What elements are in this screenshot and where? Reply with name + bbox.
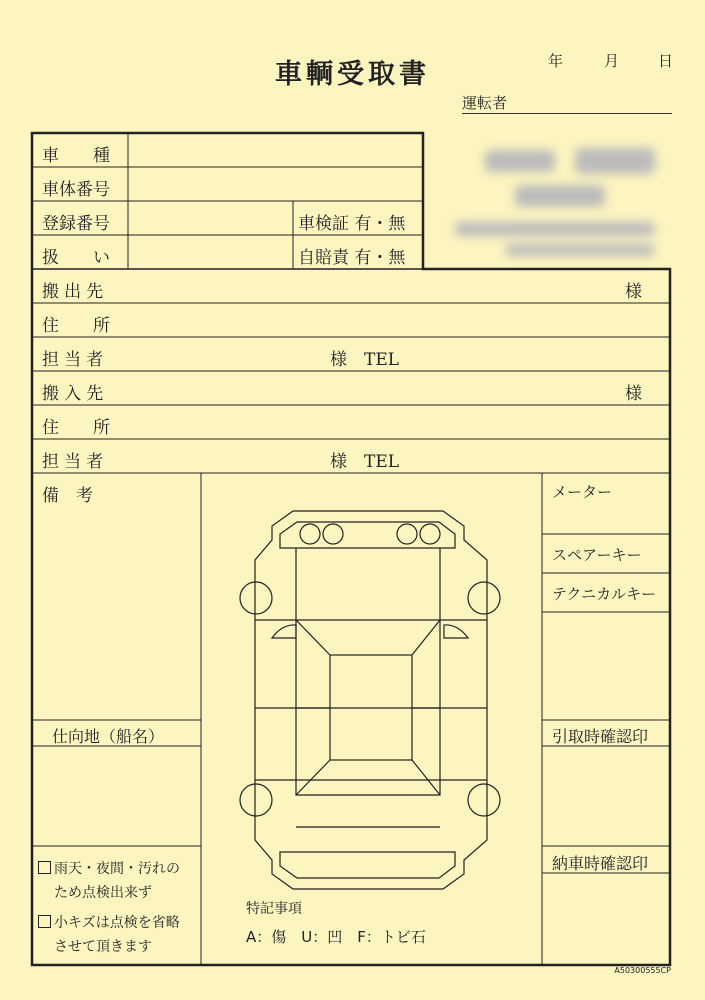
form-code: A50300555CP xyxy=(614,966,671,975)
delivery-person-tel: 様 TEL xyxy=(330,452,400,472)
delivery-destination-label: 搬入先 xyxy=(42,384,109,404)
note-weather-cont: ため点検出来ず xyxy=(54,885,152,901)
car-diagram xyxy=(240,511,500,889)
scratch-checkbox[interactable] xyxy=(38,915,51,928)
weather-checkbox[interactable] xyxy=(38,861,51,874)
remarks-label: 備 考 xyxy=(42,486,93,506)
special-notes-label: 特記事項 xyxy=(246,901,302,917)
origin-person-tel: 様 TEL xyxy=(330,350,400,370)
registration-number-label: 登録番号 xyxy=(42,214,110,234)
handling-label: 扱 い xyxy=(42,248,110,268)
delivery-address-label: 住 所 xyxy=(42,418,110,438)
vehicle-type-label: 車 種 xyxy=(42,146,110,166)
origin-destination-label: 搬出先 xyxy=(42,282,109,302)
pickup-confirmation-label: 引取時確認印 xyxy=(552,727,649,746)
origin-address-label: 住 所 xyxy=(42,316,110,336)
origin-person-label: 担当者 xyxy=(42,350,109,370)
note-scratch-cont: させて頂きます xyxy=(54,939,152,955)
month-label: 月 xyxy=(604,52,620,70)
driver-label: 運転者 xyxy=(462,94,508,112)
delivery-confirmation-label: 納車時確認印 xyxy=(552,854,649,873)
shipping-destination-label: 仕向地（船名） xyxy=(52,727,165,746)
inspection-certificate-option[interactable]: 車検証 有・無 xyxy=(298,214,406,234)
damage-legend: A：傷 U：凹 F：トビ石 xyxy=(246,928,426,946)
note-scratch: 小キズは点検を省略 xyxy=(38,912,180,932)
day-label: 日 xyxy=(658,52,674,70)
delivery-person-label: 担当者 xyxy=(42,452,109,472)
technical-key-label: テクニカルキー xyxy=(552,585,657,603)
delivery-honorific: 様 xyxy=(625,384,642,404)
meter-label: メーター xyxy=(552,483,613,501)
note-weather: 雨天・夜間・汚れの xyxy=(38,858,180,878)
origin-honorific: 様 xyxy=(625,282,642,302)
form-title: 車輌受取書 xyxy=(275,59,430,90)
year-label: 年 xyxy=(548,52,564,70)
body-number-label: 車体番号 xyxy=(42,180,110,200)
spare-key-label: スペアーキー xyxy=(552,546,642,564)
insurance-option[interactable]: 自賠責 有・無 xyxy=(298,248,406,268)
